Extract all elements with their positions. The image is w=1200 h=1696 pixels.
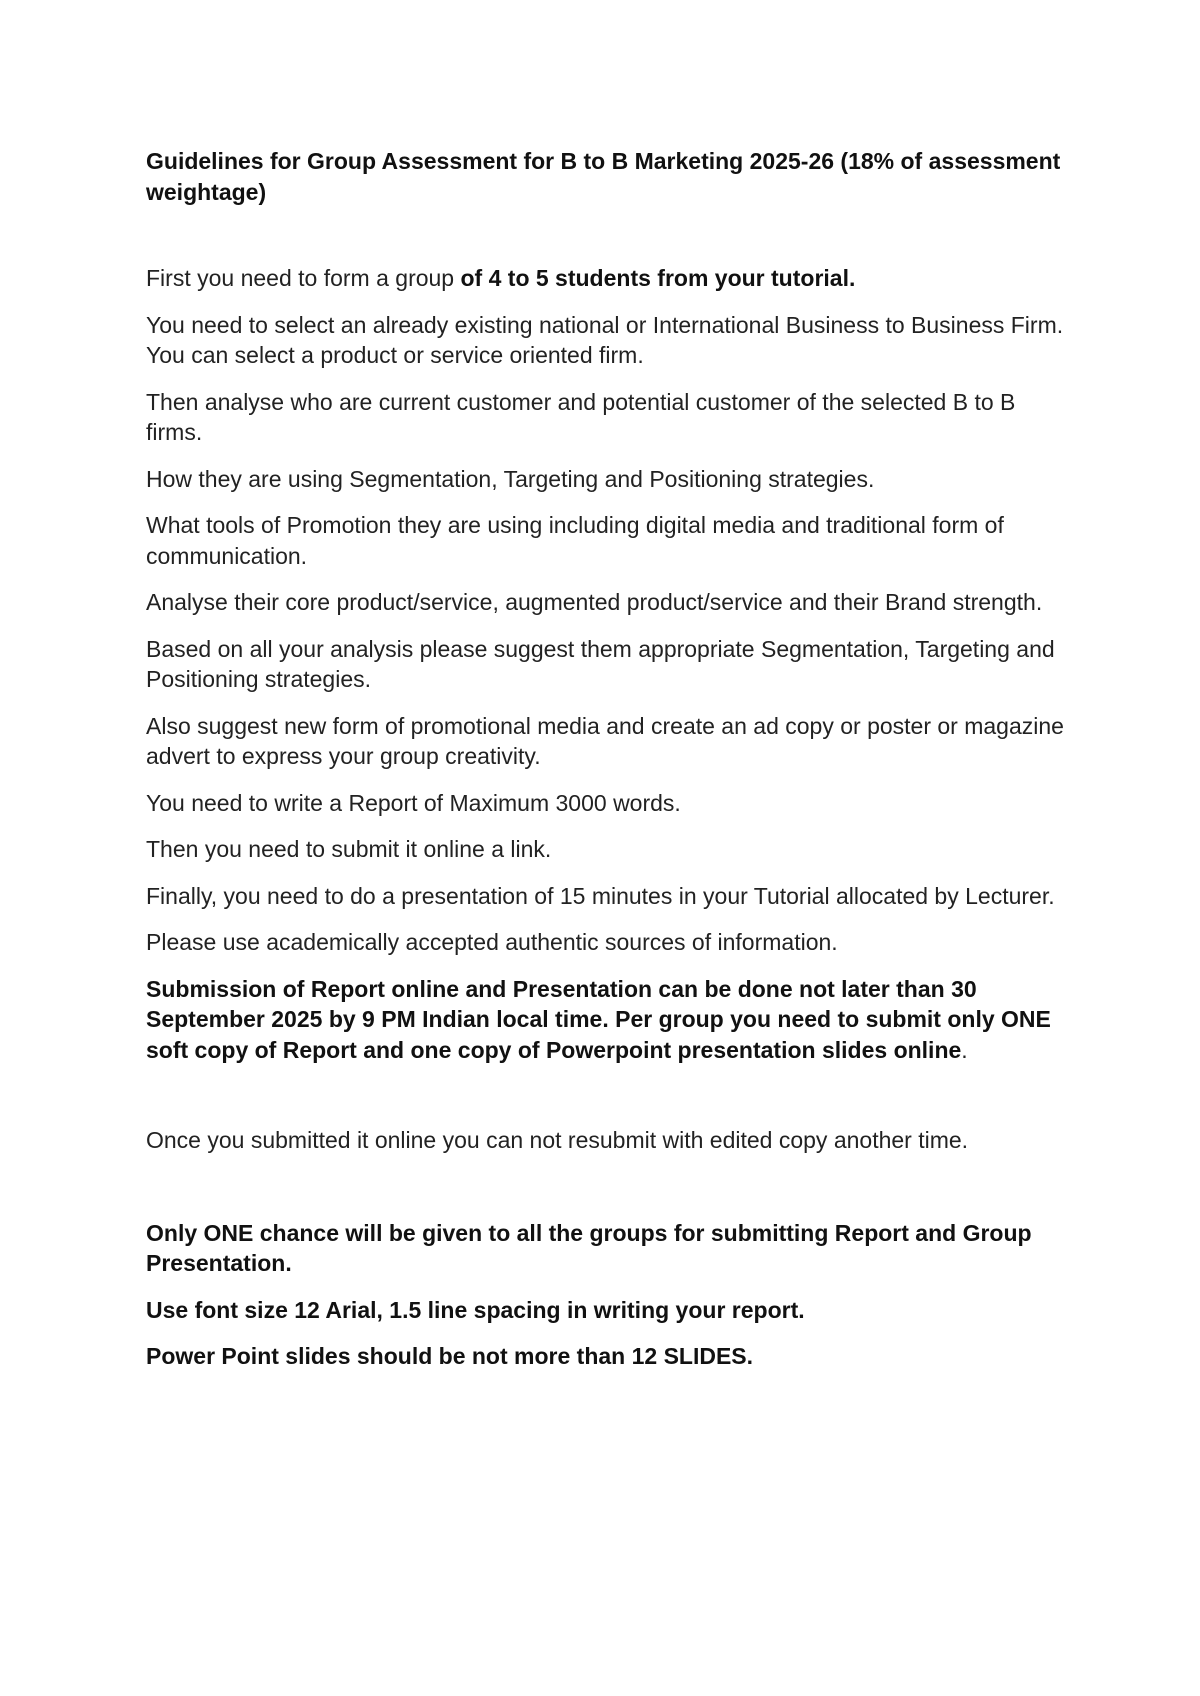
paragraph-promotion-tools: What tools of Promotion they are using including digital media and traditional form of communication. — [146, 512, 1004, 569]
submission-deadline-text: Submission of Report online and Presentation can be done not later than 30 September 2025 by 9 PM Indian local time. Per group you need to submit only ONE soft copy of Report and one copy of Powerpoint presentation slides online — [146, 975, 1051, 1063]
paragraph-submit-link: Then you need to submit it online a link. — [146, 836, 552, 862]
paragraph-promotional-media: Also suggest new form of promotional media and create an ad copy or poster or magazine advert to express your group creativity. — [146, 712, 1064, 769]
resubmit-note: Once you submitted it online you can not resubmit with edited copy another time. — [146, 1127, 969, 1153]
group-formation-text: First you need to form a group — [146, 265, 461, 291]
paragraph-presentation: Finally, you need to do a presentation of 15 minutes in your Tutorial allocated by Lecturer. — [146, 882, 1055, 909]
group-size-emphasis: of 4 to 5 students from your tutorial. — [460, 265, 856, 291]
rule-font-size: Use font size 12 Arial, 1.5 line spacing in writing your report. — [146, 1296, 805, 1323]
submission-period: . — [961, 1036, 968, 1063]
rule-one-chance: Only ONE chance will be given to all the groups for submitting Report and Group Presentation. — [146, 1219, 1032, 1276]
document-title: Guidelines for Group Assessment for B to B Marketing 2025-26 (18% of assessment weightage) — [146, 148, 1061, 205]
paragraph-suggest-stp: Based on all your analysis please suggest them appropriate Segmentation, Targeting and Positioning strategies. — [146, 635, 1055, 692]
paragraph-report-length: You need to write a Report of Maximum 3000 words. — [146, 789, 681, 816]
paragraph-analyse-customers: Then analyse who are current customer and potential customer of the selected B to B firms. — [146, 388, 1016, 445]
paragraph-stp-strategies: How they are using Segmentation, Targeting and Positioning strategies. — [146, 465, 875, 492]
document-body — [146, 146, 1076, 1388]
paragraph-select-firm: You need to select an already existing national or International Business to Business Firm. You can select a product or service oriented firm. — [146, 311, 1064, 368]
rule-slide-limit: Power Point slides should be not more than 12 SLIDES. — [146, 1343, 754, 1369]
submission-deadline-paragraph — [146, 974, 1076, 1066]
paragraph-product-analysis: Analyse their core product/service, augmented product/service and their Brand strength. — [146, 589, 1043, 615]
group-formation-paragraph — [146, 263, 1076, 294]
paragraph-sources: Please use academically accepted authentic sources of information. — [146, 929, 838, 955]
